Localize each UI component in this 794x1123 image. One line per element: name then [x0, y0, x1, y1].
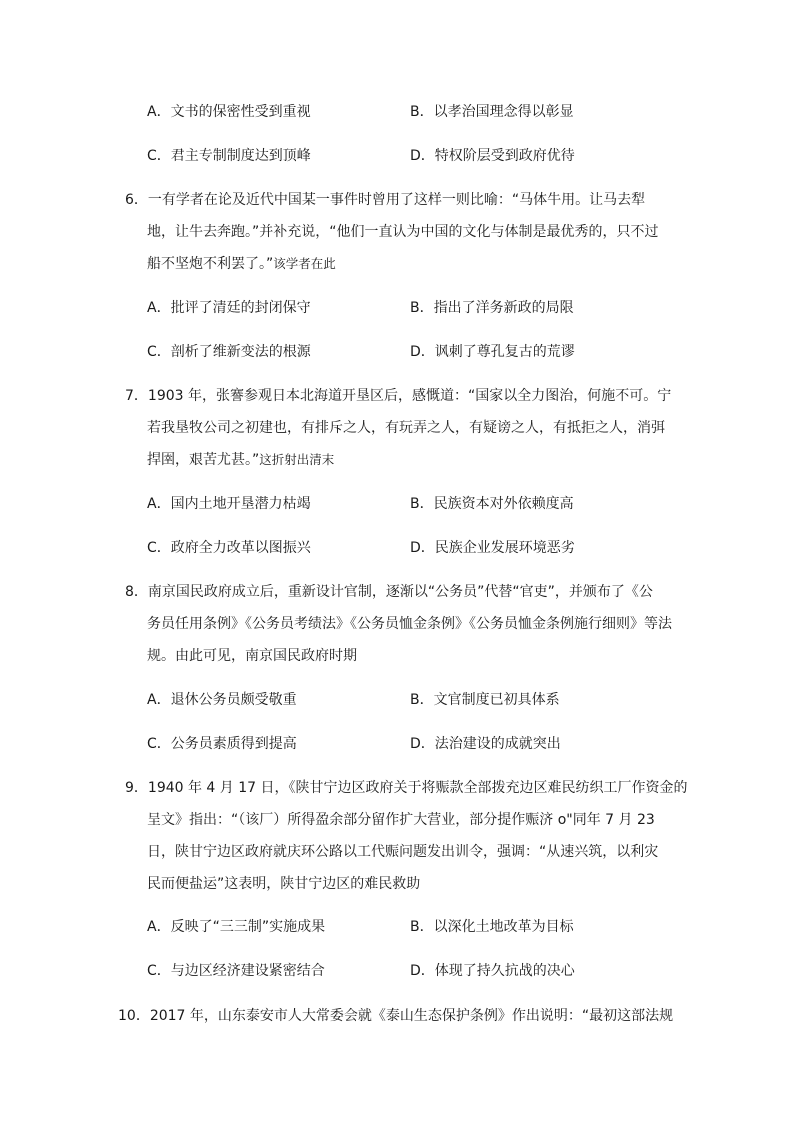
- q9-option-d: D．体现了持久抗战的决心: [410, 963, 575, 979]
- q9-option-c: C．与边区经济建设紧密结合: [147, 963, 325, 979]
- q9-stem-line2: 呈文》指出：“（该厂）所得盈余部分留作扩大营业，部分提作赈济 o"同年 7 月 23: [147, 812, 655, 828]
- q6-option-d: D．讽刺了尊孔复古的荒谬: [410, 344, 575, 360]
- q9-option-a: A．反映了“三三制”实施成果: [147, 919, 326, 935]
- q6-option-c: C．剖析了维新变法的根源: [147, 344, 311, 360]
- q8-option-d: D．法治建设的成就突出: [410, 736, 561, 752]
- q6-stem-line2: 地，让牛去奔跑。”并补充说，“他们一直认为中国的文化与体制是最优秀的，只不过: [147, 224, 659, 240]
- q8-option-b: B．文官制度已初具体系: [410, 692, 560, 708]
- q7-stem-line1: 7．1903 年，张謇参观日本北海道开垦区后，感慨道：“国家以全力图治，何施不可。宁: [125, 388, 672, 404]
- q6-stem-line3: [147, 254, 336, 274]
- q7-stem-line3: [147, 450, 334, 470]
- q9-stem-line1: 9．1940 年 4 月 17 日，《陕甘宁边区政府关于将赈款全部拨充边区难民纺织工厂作资金的: [125, 780, 688, 796]
- q10-stem-line1: 10．2017 年，山东泰安市人大常委会就《泰山生态保护条例》作出说明：“最初这部法规: [118, 1008, 674, 1024]
- q7-option-b: B．民族资本对外依赖度高: [410, 496, 574, 512]
- q8-option-a: A．退休公务员颇受敬重: [147, 692, 297, 708]
- q9-stem-line3: 日，陕甘宁边区政府就庆环公路以工代赈问题发出训令，强调：“从速兴筑，以利灾: [147, 844, 659, 860]
- q7-stem-line2: 若我垦牧公司之初建也，有排斥之人，有玩弄之人，有疑谤之人，有抵拒之人，消弭: [147, 420, 665, 436]
- q7-stem-line3-tail: 这折射出清末: [259, 452, 335, 467]
- q8-stem-line3: 规。由此可见，南京国民政府时期: [147, 648, 357, 664]
- q6-option-b: B．指出了洋务新政的局限: [410, 300, 574, 316]
- q7-option-d: D．民族企业发展环境恶劣: [410, 540, 575, 556]
- q8-stem-line2: 务员任用条例》《公务员考绩法》《公务员恤金条例》《公务员恤金条例施行细则》等法: [147, 616, 672, 632]
- q6-stem-line3-tail: 该学者在此: [273, 256, 336, 271]
- q8-option-c: C．公务员素质得到提高: [147, 736, 297, 752]
- q9-option-b: B．以深化土地改革为目标: [410, 919, 574, 935]
- q6-stem-line1: 6．一有学者在论及近代中国某一事件时曾用了这样一则比喻：“马体牛用。让马去犁: [125, 192, 646, 208]
- q8-stem-line1: 8．南京国民政府成立后，重新设计官制，逐渐以“公务员”代替“官吏”，并颁布了《公: [125, 584, 653, 600]
- q5-option-b: B．以孝治国理念得以彰显: [410, 104, 574, 120]
- q7-option-c: C．政府全力改革以图振兴: [147, 540, 311, 556]
- q7-stem-line3-main: 捍圉，艰苦尤甚。”: [147, 452, 260, 468]
- q5-option-c: C．君主专制制度达到顶峰: [147, 148, 311, 164]
- q6-option-a: A．批评了清廷的封闭保守: [147, 300, 311, 316]
- q5-option-d: D．特权阶层受到政府优待: [410, 148, 575, 164]
- q7-option-a: A．国内土地开垦潜力枯竭: [147, 496, 311, 512]
- q5-option-a: A．文书的保密性受到重视: [147, 104, 311, 120]
- q6-stem-line3-main: 船不坚炮不利罢了。”: [147, 256, 274, 272]
- q9-stem-line4: 民而便盐运”这表明，陕甘宁边区的难民救助: [147, 876, 421, 892]
